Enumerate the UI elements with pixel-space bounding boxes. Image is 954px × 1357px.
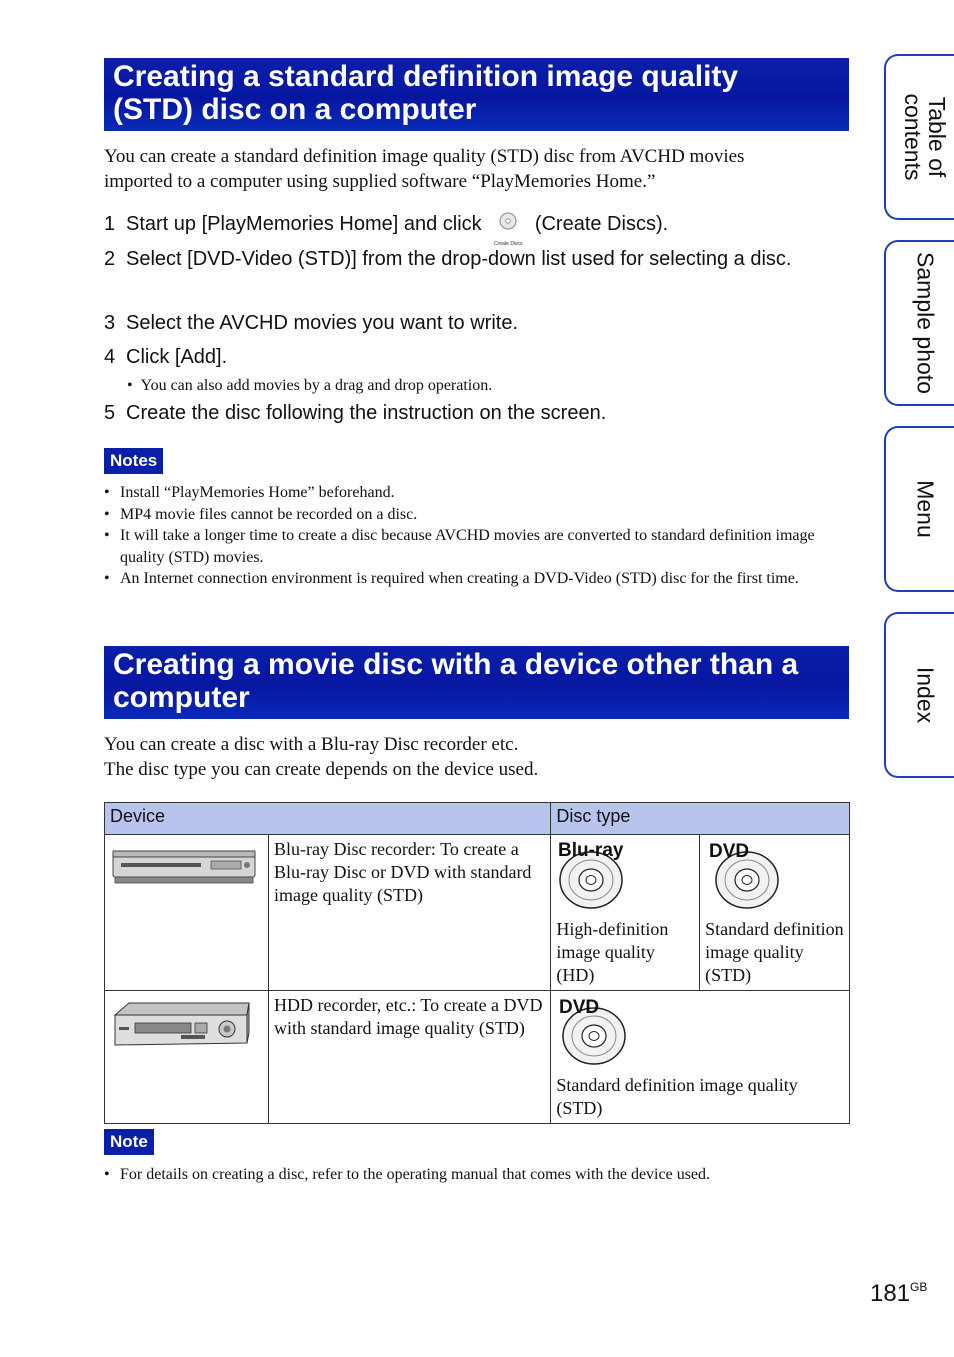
hdd-dvd-disc-cell xyxy=(551,991,850,1124)
bluray-recorder-image xyxy=(111,845,257,887)
dvd-logo-text: DVD xyxy=(559,997,600,1018)
intro-paragraph xyxy=(104,144,744,194)
section-heading-std-disc xyxy=(104,58,849,131)
section-heading-device-disc xyxy=(104,646,849,719)
dvd-logo-text: DVD xyxy=(709,841,750,862)
heading-line-2: computer xyxy=(113,681,250,714)
heading-line-1: Creating a movie disc with a device other than a xyxy=(113,648,799,681)
tab-label: Menu xyxy=(912,480,939,538)
tab-index[interactable] xyxy=(884,612,954,778)
note-label: Note xyxy=(104,1129,154,1155)
tab-menu[interactable] xyxy=(884,426,954,592)
bluray-disc-icon xyxy=(556,838,694,916)
list-item: • An Internet connection environment is required when creating a DVD-Video (STD) disc for the first time. xyxy=(104,568,839,590)
step-1: 1 Start up [PlayMemories Home] and click Create Discs (Create Discs). xyxy=(104,210,834,239)
list-item: • It will take a longer time to create a disc because AVCHD movies are converted to standard definition image quality (STD) movies. xyxy=(104,525,839,568)
note-list xyxy=(104,1164,839,1186)
dvd-disc-label: Standard definition image quality (STD) xyxy=(556,1075,798,1118)
step-2: 2 Select [DVD-Video (STD)] from the drop-down list used for selecting a disc. xyxy=(104,248,792,270)
tab-label: Index xyxy=(912,666,939,724)
hdd-recorder-image xyxy=(111,1001,251,1049)
heading-line-1: Creating a standard definition image quality xyxy=(113,60,739,93)
bluray-disc-cell xyxy=(551,835,700,991)
list-item: • For details on creating a disc, refer to the operating manual that comes with the device used. xyxy=(104,1164,839,1186)
bluray-logo-text: Blu-ray xyxy=(558,840,624,861)
tab-table-of-contents[interactable] xyxy=(884,54,954,220)
step-4: 4 Click [Add]. xyxy=(104,346,228,368)
step-3: 3 Select the AVCHD movies you want to write. xyxy=(104,312,519,334)
table-header-row xyxy=(105,803,850,835)
intro-line-1: You can create a disc with a Blu-ray Disc recorder etc. xyxy=(104,734,519,755)
hdd-recorder-image-cell xyxy=(105,991,269,1124)
heading-line-2: (STD) disc on a computer xyxy=(113,93,477,126)
dvd-disc-icon xyxy=(556,994,844,1072)
intro-line-2: The disc type you can create depends on the device used. xyxy=(104,759,539,780)
table-row xyxy=(105,835,850,991)
dvd-disc-icon xyxy=(705,838,844,916)
tab-label: Table of contents xyxy=(900,93,950,181)
list-item: • Install “PlayMemories Home” beforehand. xyxy=(104,482,839,504)
dvd-disc-cell xyxy=(700,835,850,991)
device-disc-table xyxy=(104,802,850,1124)
step-5: 5 Create the disc following the instruction on the screen. xyxy=(104,402,607,424)
tab-sample-photo[interactable] xyxy=(884,240,954,406)
list-item: • MP4 movie files cannot be recorded on a disc. xyxy=(104,504,839,526)
header-device: Device xyxy=(105,803,551,835)
page-suffix: GB xyxy=(910,1280,928,1294)
notes-list xyxy=(104,482,839,590)
header-disc-type: Disc type xyxy=(551,803,850,835)
step-4-sub-bullet: • You can also add movies by a drag and drop operation. xyxy=(127,377,493,394)
tab-label: Sample photo xyxy=(912,252,939,394)
page-number: $181^{GB}$ xyxy=(870,1280,928,1307)
bluray-recorder-desc: Blu-ray Disc recorder: To create a Blu-ray Disc or DVD with standard image quality (STD) xyxy=(268,835,550,991)
bluray-recorder-image-cell xyxy=(105,835,269,991)
bluray-disc-label: High-definition image quality (HD) xyxy=(556,919,669,985)
notes-label: Notes xyxy=(104,448,163,474)
dvd-disc-label: Standard definition image quality (STD) xyxy=(705,919,844,985)
section2-intro xyxy=(104,732,538,782)
create-discs-icon xyxy=(493,212,523,247)
hdd-recorder-desc: HDD recorder, etc.: To create a DVD with standard image quality (STD) xyxy=(268,991,550,1124)
intro-line-2: imported to a computer using supplied software “PlayMemories Home.” xyxy=(104,171,656,192)
table-row xyxy=(105,991,850,1124)
create-discs-icon-caption: Create Discs xyxy=(493,241,523,247)
intro-line-1: You can create a standard definition image quality (STD) disc from AVCHD movies xyxy=(104,146,745,167)
